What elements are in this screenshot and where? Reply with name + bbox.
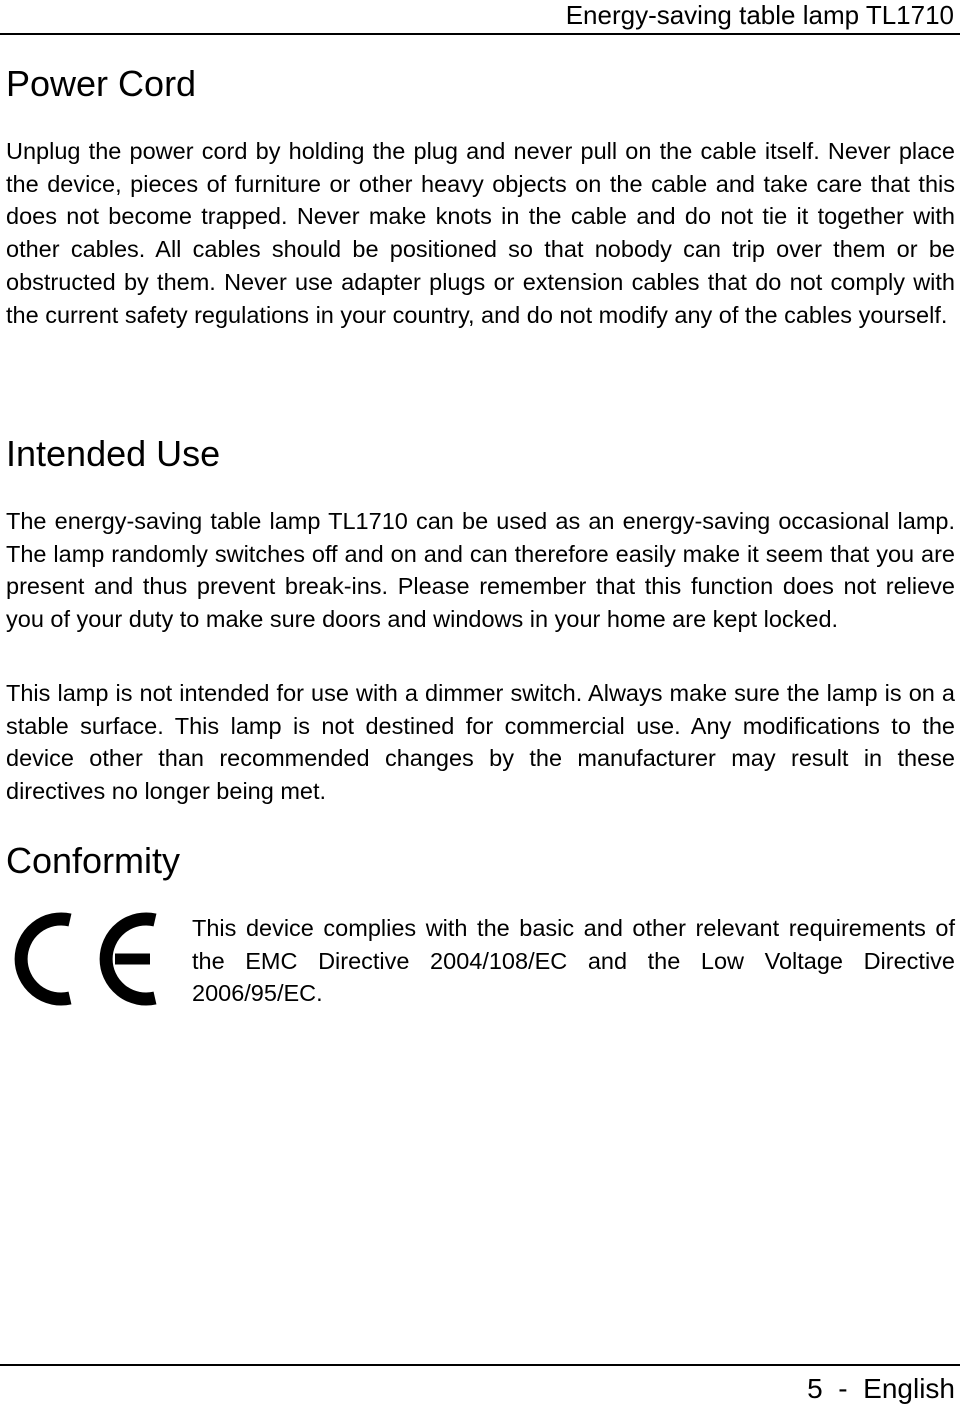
footer-divider: [0, 1364, 960, 1366]
conformity-paragraph: This device complies with the basic and other relevant requirements of the EMC Directive 2004/108/EC and the Low Voltage Directive 2006/95/EC.: [192, 915, 955, 1007]
power-cord-heading: Power Cord: [6, 63, 197, 104]
header-divider: [0, 33, 960, 35]
header-title: Energy-saving table lamp TL1710: [565, 0, 954, 30]
intended-use-paragraph-2: This lamp is not intended for use with a dimmer switch. Always make sure the lamp is on a stable surface. This lamp is not destined for commercial use. Any modifications to the device other than recommended changes by the manufacturer may result in these directives no longer being met.: [6, 680, 955, 805]
ce-mark-icon: [10, 904, 162, 1014]
intended-use-paragraph-1: The energy-saving table lamp TL1710 can be used as an energy-saving occasional lamp. The lamp randomly switches off and on and can therefore easily make it seem that you are present and thus prevent break-ins. Please remember that this function does not relieve you of your duty to make sure doors and windows in your home are kept locked.: [6, 508, 955, 633]
power-cord-paragraph: Unplug the power cord by holding the plug and never pull on the cable itself. Never place the device, pieces of furniture or other heavy objects on the cable and take care that this does not become trapped. Never make knots in the cable and do not tie it together with other cables. All cables should be positioned so that nobody can trip over them or be obstructed by them. Never use adapter plugs or extension cables that do not comply with the current safety regulations in your country, and do not modify any of the cables yourself.: [6, 138, 955, 328]
intended-use-heading: Intended Use: [6, 433, 221, 474]
page-number: 5 - English: [807, 1373, 955, 1404]
conformity-heading: Conformity: [6, 840, 181, 881]
